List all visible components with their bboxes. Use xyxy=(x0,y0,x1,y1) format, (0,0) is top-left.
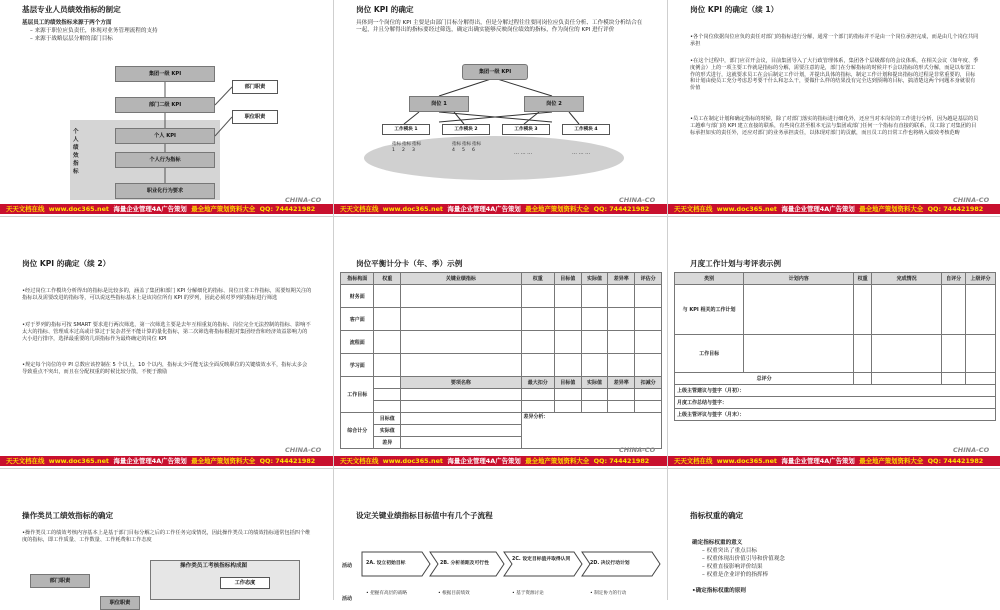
row-label: 流程面 xyxy=(341,331,374,354)
ellipsis: … … … xyxy=(514,150,533,156)
brand-logo: CHINA-CO xyxy=(285,196,322,204)
col-header: 权重 xyxy=(854,273,872,285)
col-header: 扣减分 xyxy=(635,377,662,389)
col-header: 完成情况 xyxy=(872,273,942,285)
col-header: 要项名称 xyxy=(401,377,521,389)
sub-label: 差异 xyxy=(374,437,401,449)
grid-divider xyxy=(333,0,334,600)
indicator-label: 指标 3 xyxy=(412,142,422,153)
slide-title: 基层专业人员绩效指标的制定 xyxy=(22,5,121,14)
kpi-box: 职业化行为要求 xyxy=(115,183,215,199)
section-heading: 基层员工的绩效指标来源于两个方面 xyxy=(22,20,112,26)
section-heading: 确定指标权重的意义 xyxy=(692,540,743,546)
slide-9[interactable] xyxy=(668,500,1000,600)
scorecard-table xyxy=(340,272,662,449)
step-bullet: • 根据目前绩效 xyxy=(438,591,470,596)
top-kpi-box: 集团一级 KPI xyxy=(462,64,528,80)
paragraph: •经过岗位工作模块分析得出的指标是比较多的，涵盖了集团和部门 KPI 分解细化的指标、岗位日常工作指标，需要短期关注的指标以及需要改进的指标等，可以说这些指标基本上是该岗位所有 KPI 的罗列，因此必须对罗列的指标进行筛选 xyxy=(22,288,312,301)
process-chevrons xyxy=(334,500,667,600)
sign-row: 月度工作总结与签字： xyxy=(675,397,996,409)
footer-bar: 天天文档在线 www.doc365.net 海量企业管理4A广告策划 最全地产策划资料大全 QQ: 744421982 xyxy=(0,456,333,466)
group-label: 个人绩效指标 xyxy=(73,129,79,175)
col-header: 类别 xyxy=(675,273,744,285)
bullet: – 来源于职位应负责任，体现对业务管理流程的支持 xyxy=(30,28,158,34)
module-box: 工作模块 4 xyxy=(562,124,610,135)
attitude-box: 工作态度 xyxy=(220,577,270,589)
paragraph: •在这个过程中，部门应召开会议，目前集团导入了大行政管理体系，集团各个层级都有的会议体系，在相关会议（如年度、季度例会）上的一项主要工作就是指标的分解，需要注意的是，部门在分解指标的时候并不会以指标的形式分解，而是以布置工作的形式进行，这就要求员工在会后制定工作计划，并提出具体的指标，制定工作计划和提出指标的过程是非常重要的，目标和计划由使员工充分考虑思考要干什么和怎么干，要做什么样的结果没有完全达到预期的目标，搞清楚这两个问题本身就很有价值 xyxy=(690,58,979,92)
grid-divider xyxy=(0,468,1000,469)
brand-logo: CHINA-CO xyxy=(285,446,322,454)
slide-title: 岗位平衡计分卡（年、季）示例 xyxy=(356,259,463,268)
col-header: 权重 xyxy=(521,273,554,285)
brand-logo: CHINA-CO xyxy=(619,196,656,204)
footer-bar: 天天文档在线 www.doc365.net 海量企业管理4A广告策划 最全地产策划资料大全 QQ: 744421982 xyxy=(668,456,1000,466)
step-label: 2C. 设定目标值并取得认同 xyxy=(512,557,571,562)
row-label: 活动 xyxy=(342,596,353,602)
list-item: – 权重体现出价值引导和价值观念 xyxy=(702,556,785,562)
indicator-label: 指标 5 xyxy=(462,142,472,153)
sub-label: 目标值 xyxy=(374,413,401,425)
slide-3[interactable] xyxy=(668,0,1000,214)
slide-title: 操作类员工绩效指标的确定 xyxy=(22,511,114,520)
side-box: 职位职责 xyxy=(232,110,278,124)
list-item: – 权重是企业评价的指挥棒 xyxy=(702,572,769,578)
module-box: 工作模块 2 xyxy=(442,124,490,135)
slide-title: 设定关键业绩指标目标值中有几个子流程 xyxy=(356,511,493,520)
flow-title: 操作类员工考核指标构成图 xyxy=(180,563,248,569)
module-box: 工作模块 1 xyxy=(382,124,430,135)
kpi-box: 个人行为指标 xyxy=(115,152,215,168)
col-header: 目标值 xyxy=(554,377,581,389)
slide-title: 岗位 KPI 的确定 xyxy=(356,5,414,14)
paragraph: •各个岗位依据岗位应负的责任对部门的指标进行分解，通常一个部门的指标并不是由一个岗位承担完成，而是由几个岗位共同承担 xyxy=(690,34,979,47)
slide-title: 岗位 KPI 的确定（续 2） xyxy=(22,259,111,268)
slide-2[interactable] xyxy=(334,0,667,214)
kpi-decomposition-diagram xyxy=(334,0,667,214)
step-bullet: • 制定协力的行动 xyxy=(590,591,627,596)
footer-bar: 天天文档在线 www.doc365.net 海量企业管理4A广告策划 最全地产策划资料大全 QQ: 744421982 xyxy=(0,204,333,214)
sign-row: 上级主管建议与签字（月初）： xyxy=(675,385,996,397)
col-header: 权重 xyxy=(374,273,401,285)
paragraph: •规定每个岗位的中 PI 总数应该控制在 5 个以上，10 个以内，指标太少可能无法全面反映职位的关键绩效水平，指标太多会导致重点不突出，而且在分配权重的时候比较分散，不便于激励 xyxy=(22,362,308,375)
post-duty-box: 职位职责 xyxy=(100,596,140,610)
step-bullet: • 把握有高层的战略 xyxy=(366,591,407,596)
col-header: 差异率 xyxy=(608,377,635,389)
grid-divider xyxy=(0,216,1000,217)
brand-logo: CHINA-CO xyxy=(953,196,990,204)
slide-1[interactable] xyxy=(0,0,333,214)
ellipsis: … … … xyxy=(572,150,591,156)
diff-analysis: 差异分析： xyxy=(521,413,662,449)
indicator-label: 指标 4 xyxy=(452,142,462,153)
paragraph: •对于罗列的指标可按 SMART 要求进行两次筛选，第一次筛选主要是去年互相重复的指标、岗位完全无法控制的指标、影响不太大的指标、管理成本过高或计算过于复杂甚至不能计算的量化指标，第二次筛选将指标根据对集团经营和经济效益影响力的大小进行排序，选择最重要的几项指标作为最终确定的岗位 KPI xyxy=(22,322,311,342)
indicator-label: 指标 2 xyxy=(402,142,412,153)
flow-arrows xyxy=(0,0,333,214)
step-label: 2D. 决议行动计划 xyxy=(590,561,630,566)
step-label: 2A. 设立初始目标 xyxy=(366,561,406,566)
col-header: 目标值 xyxy=(554,273,581,285)
slide-title: 岗位 KPI 的确定（续 1） xyxy=(690,5,779,14)
body-text: •操作类员工的绩效考核内容基本上是基于部门目标分解之后的工作任务完成情况，因此操作类员工的绩效指标通常包括四个维度的指标，即工作质量、工作数量、工作耗费和工作态度 xyxy=(22,530,311,543)
sub-label: 实际值 xyxy=(374,425,401,437)
row-label: 综合计分 xyxy=(341,413,374,449)
slide-title: 月度工作计划与考评表示例 xyxy=(690,259,782,268)
row-label: 学习面 xyxy=(341,354,374,377)
row-label: 活动 xyxy=(342,563,353,569)
side-box: 部门职责 xyxy=(232,80,278,94)
dept-duty-box: 部门职责 xyxy=(30,574,90,588)
sign-row: 上级主管评议与签字（月末）： xyxy=(675,409,996,421)
row-label: 财务面 xyxy=(341,285,374,308)
slide-4[interactable] xyxy=(0,250,333,466)
step-bullet: • 基于资源讨论 xyxy=(512,591,544,596)
footer-bar: 天天文档在线 www.doc365.net 海量企业管理4A广告策划 最全地产策划资料大全 QQ: 744421982 xyxy=(334,204,667,214)
col-header: 最大扣分 xyxy=(521,377,554,389)
row-label: 客户面 xyxy=(341,308,374,331)
post-box: 岗位 1 xyxy=(409,96,469,112)
list-item: – 权重突出了重点目标 xyxy=(702,548,757,554)
total-label: 总评分 xyxy=(675,373,854,385)
indicator-label: 指标 1 xyxy=(392,142,402,153)
col-header: 实际值 xyxy=(581,273,608,285)
col-header: 差异率 xyxy=(608,273,635,285)
col-header: 计划内容 xyxy=(744,273,854,285)
paragraph: •员工在制定计划和确定指标的时候，除了对部门落实的指标进行细化外，还应当对本岗位的工作进行分析，因为越是基层的员工越难与部门的 KPI 建立直接的联系，有些岗位甚至根本无法与集团或部门任何一个指标有直接的联系，员工除了对集团的目标承担如实的责任外，还应对部门的业务承担责任，以体现对部门的贡献，而且员工的日常工作也将纳入绩效考核范畴 xyxy=(690,116,979,136)
row-label: 与 KPI 相关的工作计划 xyxy=(675,285,744,335)
step-label: 2B. 分析差距及可行性 xyxy=(440,561,489,566)
slide-8[interactable] xyxy=(334,500,667,600)
section-heading: •确定指标权重的原则 xyxy=(692,588,746,594)
col-header: 上级评分 xyxy=(966,273,996,285)
col-header: 关键业绩指标 xyxy=(401,273,521,285)
col-header: 评估分 xyxy=(635,273,662,285)
row-label: 工作目标 xyxy=(341,377,374,413)
col-header: 自评分 xyxy=(942,273,966,285)
kpi-box: 个人 KPI xyxy=(115,128,215,144)
grid-divider xyxy=(667,0,668,600)
footer-bar: 天天文档在线 www.doc365.net 海量企业管理4A广告策划 最全地产策划资料大全 QQ: 744421982 xyxy=(334,456,667,466)
col-header: 实际值 xyxy=(581,377,608,389)
slide-6[interactable] xyxy=(668,250,1000,466)
kpi-box: 部门二级 KPI xyxy=(115,97,215,113)
indicator-label: 指标 6 xyxy=(472,142,482,153)
col-header: 指标构面 xyxy=(341,273,374,285)
row-label: 工作目标 xyxy=(675,335,744,373)
brand-logo: CHINA-CO xyxy=(953,446,990,454)
footer-bar: 天天文档在线 www.doc365.net 海量企业管理4A广告策划 最全地产策划资料大全 QQ: 744421982 xyxy=(668,204,1000,214)
post-box: 岗位 2 xyxy=(524,96,584,112)
list-item: – 权重直接影响评价结果 xyxy=(702,564,763,570)
kpi-box: 集团一级 KPI xyxy=(115,66,215,82)
slide-title: 指标权重的确定 xyxy=(690,511,744,520)
brand-logo: CHINA-CO xyxy=(619,446,656,454)
slide-5[interactable] xyxy=(334,250,667,466)
monthly-plan-table xyxy=(674,272,996,421)
body-text: 具体到一个岗位的 KPI 主要是由部门目标分解得出，但是分解过程往往要同岗位应负责任分析、工作模块分析结合在一起，并且分解得出的指标要经过筛选，确定出确实能够反映岗位绩效的指标，作为岗位的 KPI 进行评价 xyxy=(356,20,643,34)
slide-7[interactable] xyxy=(0,500,333,606)
module-box: 工作模块 3 xyxy=(502,124,550,135)
bullet: – 来源于战略层层分解的部门目标 xyxy=(30,36,113,42)
